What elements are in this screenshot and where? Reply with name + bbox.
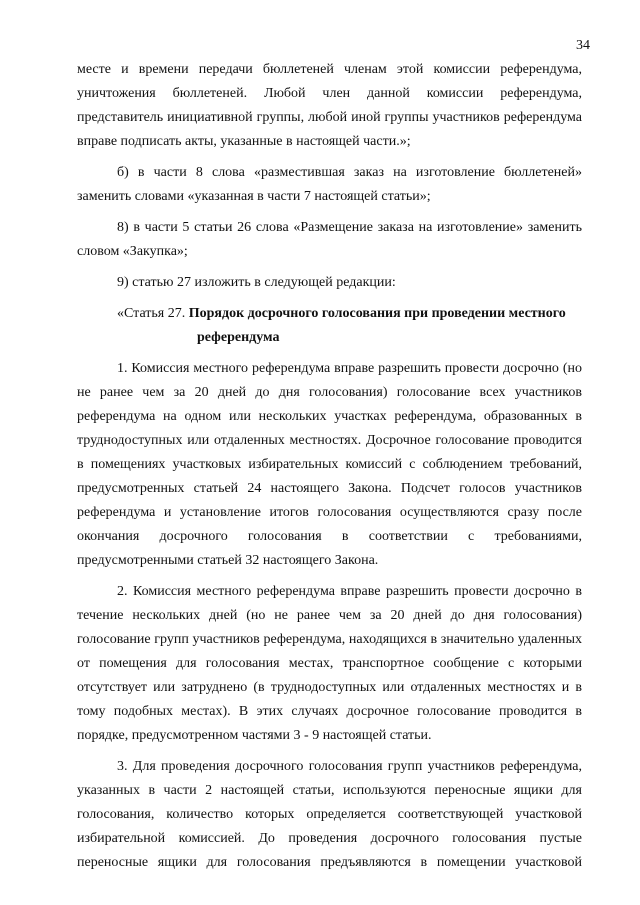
document-body [77,58,582,875]
item-8-paragraph: 8) в части 5 статьи 26 слова «Размещение заказа на изготовление» заменить словом «Закупка»; [77,220,582,259]
item-b-paragraph: б) в части 8 слова «разместившая заказ на изготовление бюллетеней» заменить словами «указанная в части 7 настоящей статьи»; [77,165,582,204]
article-paragraph-2: 2. Комиссия местного референдума вправе разрешить провести досрочно в течение нескольких дней (но не ранее чем за 20 дней до дня голосования) голосование групп участников референдума, находящихся в значительно удаленных от помещения для голосования местах, транспортное сообщение с которыми отсутствует или затруднено (в труднодоступных или отдаленных местностях и в тому подобных местах). В этих случаях досрочное голосование проводится в порядке, предусмотренном частями 3 - 9 настоящей статьи. [77,584,582,743]
item-9-paragraph: 9) статью 27 изложить в следующей редакции: [117,275,396,290]
continuation-paragraph: месте и времени передачи бюллетеней членам этой комиссии референдума, уничтожения бюллетеней. Любой член данной комиссии референдума, представитель инициативной группы, любой иной группы участников референдума вправе подписать акты, указанные в настоящей части.»; [77,62,582,149]
article-paragraph-3: 3. Для проведения досрочного голосования групп участников референдума, указанных в части 2 настоящей статьи, используются переносные ящики для голосования, количество которых определяется соответствующей участковой избирательной комиссией. До проведения досрочного голосования пустые переносные ящики для голосования предъявляются в помещении участковой [77,759,582,870]
article-number: «Статья 27. [117,306,186,321]
article-paragraph-1: 1. Комиссия местного референдума вправе разрешить провести досрочно (но не ранее чем за 20 дней до дня голосования) голосование всех участников референдума на одном или нескольких участках референдума, образованных в труднодоступных или отдаленных местностях. Досрочное голосование проводится в помещениях участковых избирательных комиссий с соблюдением требований, предусмотренных статьей 24 настоящего Закона. Подсчет голосов участников референдума и установление итогов голосования осуществляются сразу после окончания досрочного голосования в соответствии с требованиями, предусмотренными статьей 32 настоящего Закона. [77,361,582,568]
article-title-line-2: референдума [197,330,280,345]
article-title-line-1: Порядок досрочного голосования при проведении местного [188,306,566,321]
page-number: 34 [576,38,590,53]
article-heading [77,302,582,350]
